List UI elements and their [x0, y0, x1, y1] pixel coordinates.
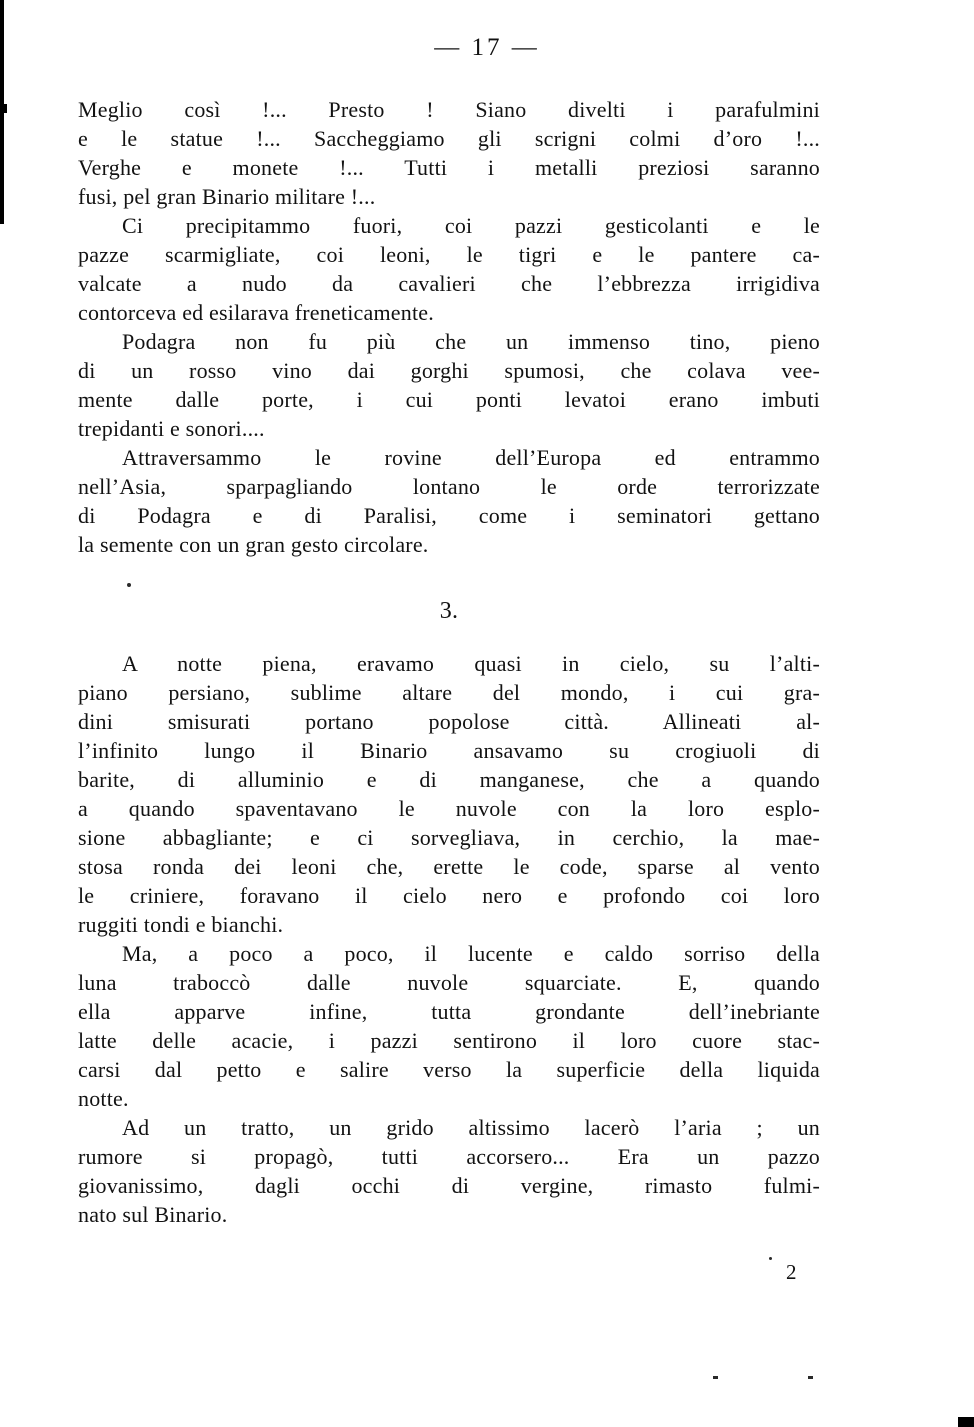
- text-line: barite, di alluminio e di manganese, che a quando: [78, 767, 820, 792]
- paragraph-1: [78, 95, 820, 211]
- text-line: nato sul Binario.: [78, 1202, 228, 1227]
- page-number: — 17 —: [434, 34, 540, 61]
- text-line: notte.: [78, 1086, 129, 1111]
- text-line: nell’Asia, sparpagliando lontano le orde terrorizzate: [78, 474, 820, 499]
- text-line: di Podagra e di Paralisi, come i seminatori gettano: [78, 503, 820, 528]
- paragraph-6: [78, 939, 820, 1113]
- text-line: mente dalle porte, i cui ponti levatoi erano imbuti: [78, 387, 820, 412]
- text-line: Meglio così !... Presto ! Siano divelti i parafulmini: [78, 97, 820, 122]
- text-line: e le statue !... Saccheggiamo gli scrigni colmi d’oro !...: [78, 126, 820, 151]
- text-line: pazze scarmigliate, coi leoni, le tigri e le pantere ca-: [78, 242, 820, 267]
- scan-edge-notch-artifact: [0, 104, 7, 113]
- text-line: trepidanti e sonori....: [78, 416, 265, 441]
- paragraph-3: [78, 327, 820, 443]
- text-line: latte delle acacie, i pazzi sentirono il loro cuore stac-: [78, 1028, 820, 1053]
- text-line: a quando spaventavano le nuvole con la loro esplo-: [78, 796, 820, 821]
- text-line: A notte piena, eravamo quasi in cielo, su l’alti-: [122, 651, 820, 676]
- text-line: di un rosso vino dai gorghi spumosi, che colava vee-: [78, 358, 820, 383]
- text-block: [78, 95, 820, 1229]
- text-line: luna traboccò dalle nuvole squarciate. E, quando: [78, 970, 820, 995]
- text-line: ruggiti tondi e bianchi.: [78, 912, 284, 937]
- text-line: Verghe e monete !... Tutti i metalli preziosi saranno: [78, 155, 820, 180]
- text-line: fusi, pel gran Binario militare !...: [78, 184, 376, 209]
- text-line: ella apparve infine, tutta grondante dell’inebriante: [78, 999, 820, 1024]
- text-line: Ma, a poco a poco, il lucente e caldo sorriso della: [122, 941, 820, 966]
- text-line: l’infinito lungo il Binario ansavamo su crogiuoli di: [78, 738, 820, 763]
- text-line: Ad un tratto, un grido altissimo lacerò l’aria ; un: [122, 1115, 820, 1140]
- scan-corner-artifact: [958, 1417, 974, 1427]
- scan-speck: [127, 583, 131, 587]
- text-line: Attraversammo le rovine dell’Europa ed entrammo: [122, 445, 820, 470]
- text-line: stosa ronda dei leoni che, erette le code, sparse al vento: [78, 854, 820, 879]
- paragraph-5: [78, 649, 820, 939]
- scan-speck: [808, 1376, 813, 1379]
- text-line: piano persiano, sublime altare del mondo, i cui gra-: [78, 680, 820, 705]
- text-line: Ci precipitammo fuori, coi pazzi gesticolanti e le: [122, 213, 820, 238]
- text-line: la semente con un gran gesto circolare.: [78, 532, 429, 557]
- text-line: giovanissimo, dagli occhi di vergine, rimasto fulmi-: [78, 1173, 820, 1198]
- text-line: Podagra non fu più che un immenso tino, pieno: [122, 329, 820, 354]
- text-line: dini smisurati portano popolose città. Allineati al-: [78, 709, 820, 734]
- paragraph-4: [78, 443, 820, 559]
- text-line: sione abbagliante; e ci sorvegliava, in cerchio, la mae-: [78, 825, 820, 850]
- text-line: rumore si propagò, tutti accorsero... Era un pazzo: [78, 1144, 820, 1169]
- text-line: le criniere, foravano il cielo nero e profondo coi loro: [78, 883, 820, 908]
- section-number: 3.: [439, 598, 459, 624]
- signature-number: 2: [786, 1260, 797, 1284]
- paragraph-7: [78, 1113, 820, 1229]
- paragraph-2: [78, 211, 820, 327]
- text-line: valcate a nudo da cavalieri che l’ebbrezza irrigidiva: [78, 271, 820, 296]
- scan-speck: [769, 1257, 772, 1260]
- text-line: contorceva ed esilarava freneticamente.: [78, 300, 434, 325]
- scan-speck: [713, 1376, 718, 1379]
- text-line: carsi dal petto e salire verso la superficie della liquida: [78, 1057, 820, 1082]
